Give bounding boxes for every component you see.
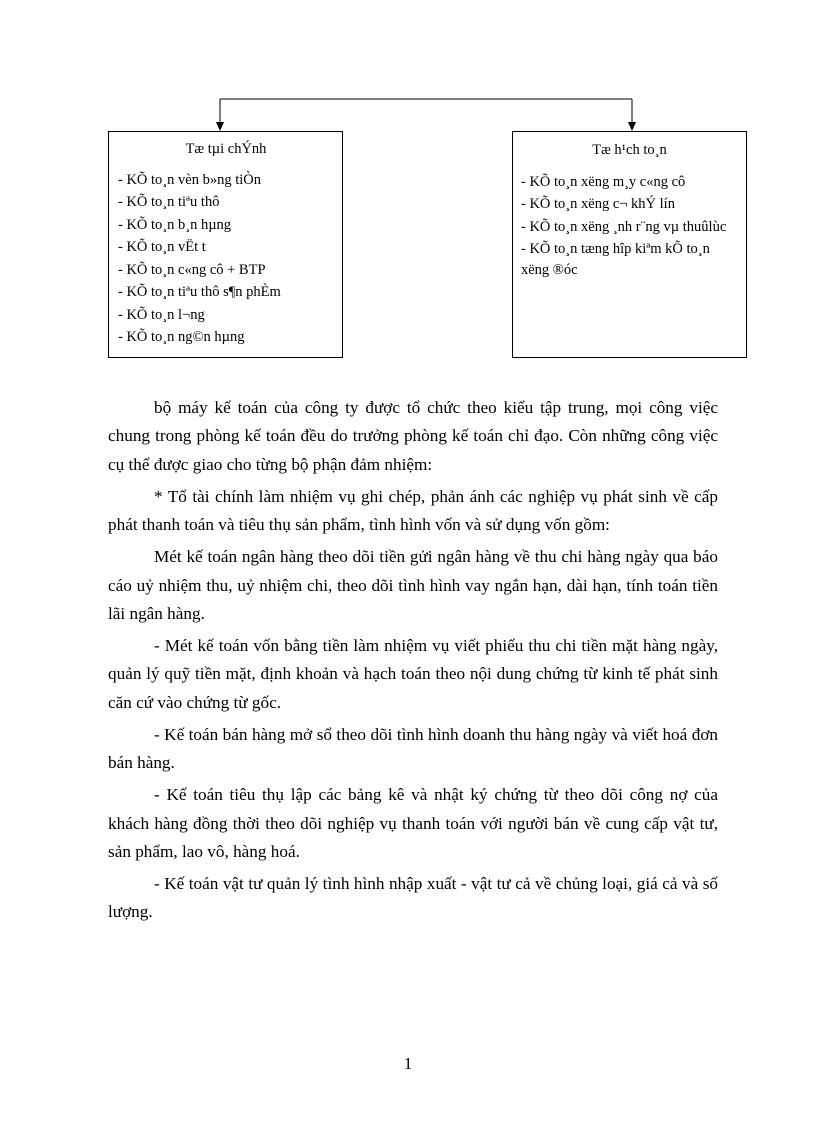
accounting-team-item: - KÕ to¸n xëng c¬ khÝ lín	[521, 196, 675, 212]
org-connector	[0, 0, 816, 140]
paragraph: - Kế toán tiêu thụ lập các bảng kê và nhật ký chứng từ theo dõi công nợ của khách hàng đồng thời theo dõi nghiệp vụ thanh toán với người bán về cung cấp vật tư, sản phẩm, lao vô, hàng hoá.	[108, 785, 718, 862]
arrow-down-icon	[628, 122, 636, 131]
finance-team-item: - KÕ to¸n b¸n hµng	[118, 216, 232, 233]
finance-team-item: - KÕ to¸n ng©n hµng	[118, 329, 245, 345]
page-number: 1	[403, 1054, 413, 1073]
finance-team-item: - KÕ to¸n c«ng cô + BTP	[118, 261, 266, 278]
accounting-team-box	[512, 131, 747, 358]
paragraph: - Mét kế toán vốn bằng tiền làm nhiệm vụ viết phiếu thu chi tiền mặt hàng ngày, quản lý quỹ tiền mặt, định khoản và hạch toán theo nội dung chứng từ kinh tế phát sinh căn cứ vào chứng từ gốc.	[108, 636, 718, 712]
finance-team-item: - KÕ to¸n tiªu thô	[118, 194, 220, 210]
finance-team-item: - KÕ to¸n vËt t	[118, 239, 206, 255]
paragraph: - Kế toán vật tư quản lý tình hình nhập xuất - vật tư cả về chủng loại, giá cả và số lượng.	[108, 874, 718, 922]
accounting-team-title: Tæ h¹ch to¸n	[592, 142, 667, 158]
finance-team-item: - KÕ to¸n l¬ng	[118, 306, 205, 323]
finance-team-title: Tæ tµi chÝnh	[185, 141, 267, 157]
paragraph: * Tổ tài chính làm nhiệm vụ ghi chép, phản ánh các nghiệp vụ phát sinh về cấp phát thanh toán và tiêu thụ sản phẩm, tình hình vốn và sử dụng vốn gồm:	[108, 486, 718, 535]
paragraph: bộ máy kế toán của công ty được tổ chức theo kiểu tập trung, mọi công việc chung trong phòng kế toán đều do trưởng phòng kế toán chỉ đạo. Còn những công việc cụ thể được giao cho từng bộ phận đảm nhiệm:	[108, 398, 718, 474]
finance-team-item: - KÕ to¸n tiªu thô s¶n phÈm	[118, 284, 281, 300]
accounting-team-item: - KÕ to¸n xëng ¸nh r¨ng vµ thuûlùc	[521, 218, 727, 235]
finance-team-box	[108, 131, 343, 358]
paragraph: - Kế toán bán hàng mở sổ theo dõi tình hình doanh thu hàng ngày và viết hoá đơn bán hàng.	[108, 724, 718, 773]
accounting-team-item: - KÕ to¸n xëng m¸y c«ng cô	[521, 173, 686, 190]
accounting-team-item: - KÕ to¸n tæng hîp kiªm kÕ to¸n xëng ®óc	[521, 241, 710, 278]
body-text	[108, 394, 718, 930]
finance-team-item: - KÕ to¸n vèn b»ng tiÒn	[118, 171, 261, 188]
paragraph: Mét kế toán ngân hàng theo dõi tiền gửi ngân hàng về thu chi hàng ngày qua báo cáo uỷ nhiệm thu, uỷ nhiệm chi, theo dõi tình hình vay ngắn hạn, dài hạn, tính toán tiền lãi ngân hàng.	[108, 547, 718, 624]
arrow-down-icon	[216, 122, 224, 131]
